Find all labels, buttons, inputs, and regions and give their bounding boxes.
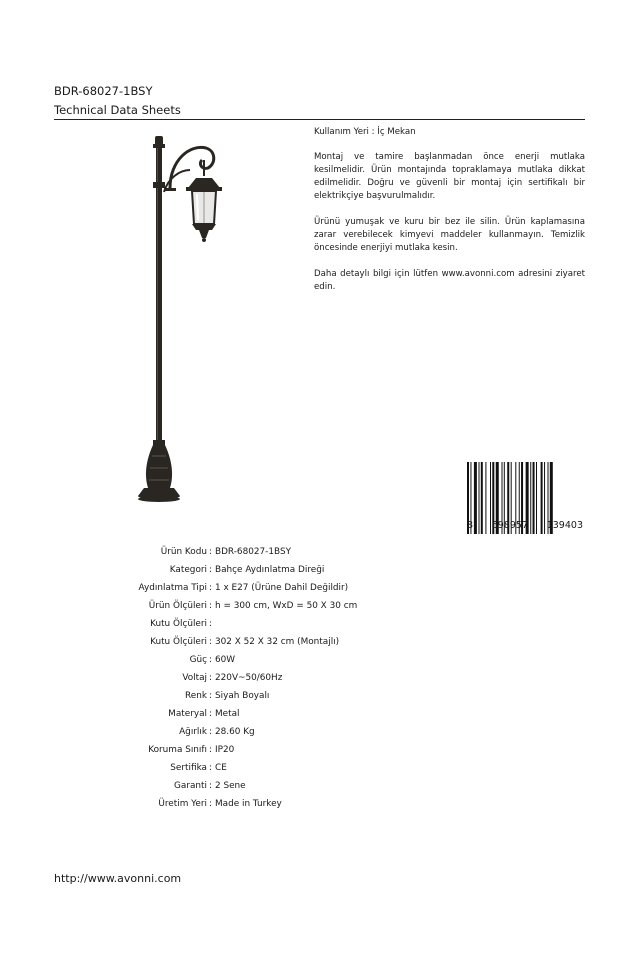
- spec-row: [0, 545, 640, 563]
- footer-url: http://www.avonni.com: [54, 872, 182, 885]
- spec-value: h = 300 cm, WxD = 50 X 30 cm: [215, 601, 358, 611]
- spec-separator: :: [209, 745, 212, 755]
- spec-label: Kutu Ölçüleri: [150, 637, 207, 647]
- spec-table: [0, 545, 640, 815]
- spec-row: [0, 563, 640, 581]
- spec-separator: :: [209, 655, 212, 665]
- spec-value: Siyah Boyalı: [215, 691, 270, 701]
- spec-separator: :: [209, 637, 212, 647]
- barcode-digit-group-2: 698957: [491, 520, 529, 531]
- spec-row: [0, 689, 640, 707]
- spec-label: Materyal: [168, 709, 207, 719]
- spec-label: Aydınlatma Tipi: [138, 583, 207, 593]
- spec-separator: :: [209, 691, 212, 701]
- spec-separator: :: [209, 709, 212, 719]
- more-info-text: Daha detaylı bilgi için lütfen www.avonni.com adresini ziyaret edin.: [314, 269, 585, 292]
- spec-row: [0, 671, 640, 689]
- spec-label: Üretim Yeri: [158, 799, 207, 809]
- spec-label: Garanti: [174, 781, 207, 791]
- spec-row: [0, 725, 640, 743]
- spec-row: [0, 779, 640, 797]
- info-block: [314, 126, 585, 307]
- spec-row: [0, 599, 640, 617]
- spec-label: Renk: [185, 691, 207, 701]
- spec-value: 302 X 52 X 32 cm (Montajlı): [215, 637, 340, 647]
- product-code-title: BDR-68027-1BSY: [54, 84, 153, 98]
- barcode-digit-group-1: 8: [467, 520, 474, 531]
- spec-label: Ürün Ölçüleri: [148, 601, 207, 611]
- spec-row: [0, 797, 640, 815]
- care-text: Ürünü yumuşak ve kuru bir bez ile silin. Ürün kaplamasına zarar verebilecek kimyevi maddeler kullanmayın. Temizlik öncesinde enerjiyi mutlaka kesin.: [314, 217, 585, 253]
- spec-value: BDR-68027-1BSY: [215, 547, 291, 557]
- spec-value: 60W: [215, 655, 236, 665]
- spec-separator: :: [209, 673, 212, 683]
- spec-value: 1 x E27 (Ürüne Dahil Değildir): [215, 583, 349, 593]
- spec-row: [0, 761, 640, 779]
- spec-value: 220V~50/60Hz: [215, 673, 283, 683]
- spec-label: Ürün Kodu: [160, 547, 207, 557]
- spec-separator: :: [209, 799, 212, 809]
- spec-label: Ağırlık: [179, 727, 207, 737]
- usage-text: Kullanım Yeri : İç Mekan: [314, 127, 416, 137]
- header-divider: [54, 119, 585, 120]
- spec-label: Sertifika: [170, 763, 207, 773]
- spec-value: IP20: [215, 745, 235, 755]
- spec-separator: :: [209, 619, 212, 629]
- garden-pole-lamp-image: [120, 130, 240, 510]
- spec-separator: :: [209, 763, 212, 773]
- spec-label: Güç: [189, 655, 207, 665]
- spec-separator: :: [209, 727, 212, 737]
- spec-value: 28.60 Kg: [215, 727, 255, 737]
- spec-row: [0, 743, 640, 761]
- spec-label: Koruma Sınıfı: [148, 745, 207, 755]
- spec-value: 2 Sene: [215, 781, 246, 791]
- barcode-digits: [467, 520, 583, 531]
- spec-separator: :: [209, 547, 212, 557]
- spec-row: [0, 635, 640, 653]
- spec-separator: :: [209, 583, 212, 593]
- document-subtitle: Technical Data Sheets: [54, 103, 181, 117]
- spec-label: Kategori: [169, 565, 207, 575]
- spec-value: Made in Turkey: [215, 799, 282, 809]
- spec-label: Kutu Ölçüleri: [150, 619, 207, 629]
- spec-row: [0, 617, 640, 635]
- spec-separator: :: [209, 781, 212, 791]
- spec-separator: :: [209, 601, 212, 611]
- warning-text: Montaj ve tamire başlanmadan önce enerji mutlaka kesilmelidir. Ürün montajında topraklamaya mutlaka dikkat edilmelidir. Doğru ve güvenli bir montaj için sertifikalı bir elektrikçiye başvurulmalıdır.: [314, 152, 585, 201]
- barcode-digit-group-3: 139403: [546, 520, 583, 531]
- spec-row: [0, 707, 640, 725]
- spec-row: [0, 653, 640, 671]
- spec-separator: :: [209, 565, 212, 575]
- spec-row: [0, 581, 640, 599]
- spec-label: Voltaj: [182, 673, 207, 683]
- spec-value: Metal: [215, 709, 240, 719]
- spec-value: CE: [215, 763, 227, 773]
- spec-value: Bahçe Aydınlatma Direği: [215, 565, 325, 575]
